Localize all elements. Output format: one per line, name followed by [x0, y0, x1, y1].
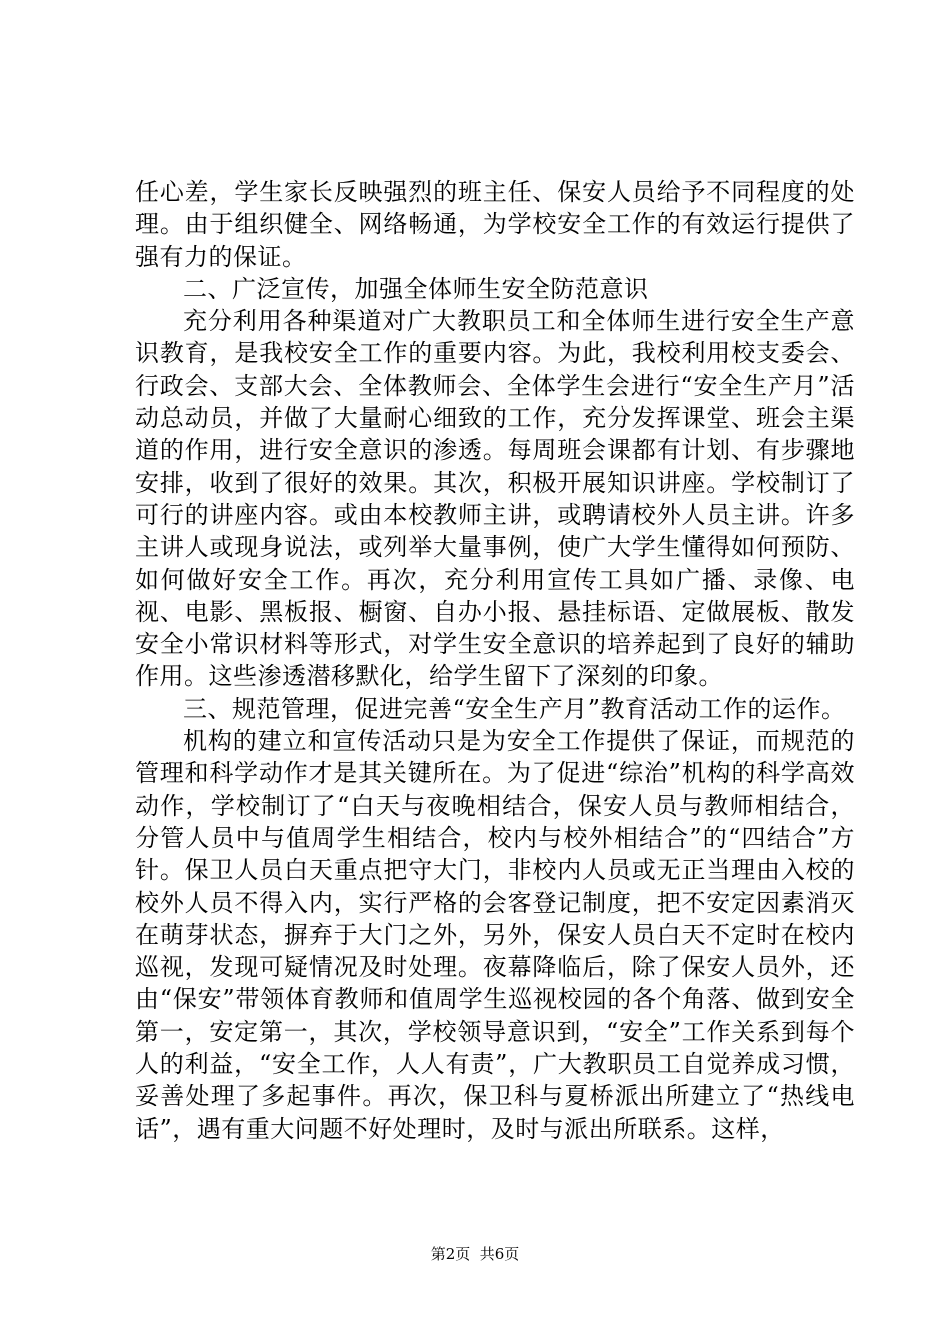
- paragraph-publicity: 充分利用各种渠道对广大教职员工和全体师生进行安全生产意识教育，是我校安全工作的重要内容。为此，我校利用校支委会、行政会、支部大会、全体教师会、全体学生会进行“安全生产月”活动总动员，并做了大量耐心细致的工作，充分发挥课堂、班会主渠道的作用，进行安全意识的渗透。每周班会课都有计划、有步骤地安排，收到了很好的效果。其次，积极开展知识讲座。学校制订了可行的讲座内容。或由本校教师主讲，或聘请校外人员主讲。许多主讲人或现身说法，或列举大量事例，使广大学生懂得如何预防、如何做好安全工作。再次，充分利用宣传工具如广播、录像、电视、电影、黑板报、橱窗、自办小报、悬挂标语、定做展板、散发安全小常识材料等形式，对学生安全意识的培养起到了良好的辅助作用。这些渗透潜移默化，给学生留下了深刻的印象。: [135, 307, 855, 691]
- paragraph-management: 机构的建立和宣传活动只是为安全工作提供了保证，而规范的管理和科学动作才是其关键所在。为了促进“综治”机构的科学高效动作，学校制订了“白天与夜晚相结合，保安人员与教师相结合，分管人员中与值周学生相结合，校内与校外相结合”的“四结合”方针。保卫人员白天重点把守大门，非校内人员或无正当理由入校的校外人员不得入内，实行严格的会客登记制度，把不安定因素消灭在萌芽状态，摒弃于大门之外，另外，保安人员白天不定时在校内巡视，发现可疑情况及时处理。夜幕降临后，除了保安人员外，还由“保安”带领体育教师和值周学生巡视校园的各个角落、做到安全第一，安定第一，其次，学校领导意识到，“安全”工作关系到每个人的利益，“安全工作，人人有责”，广大教职员工自觉养成习惯，妥善处理了多起事件。再次，保卫科与夏桥派出所建立了“热线电话”，遇有重大问题不好处理时，及时与派出所联系。这样，: [135, 727, 855, 1143]
- section-heading-2: 二、广泛宣传，加强全体师生安全防范意识: [183, 274, 649, 303]
- document-body: [135, 176, 855, 1145]
- page-number-label: 第2页 共6页: [430, 1245, 520, 1263]
- page-footer: [0, 1244, 950, 1264]
- section-heading-3: 三、规范管理，促进完善“安全生产月”教育活动工作的运作。: [183, 694, 846, 723]
- paragraph-continuation: 任心差，学生家长反映强烈的班主任、保安人员给予不同程度的处理。由于组织健全、网络畅通，为学校安全工作的有效运行提供了强有力的保证。: [135, 178, 855, 271]
